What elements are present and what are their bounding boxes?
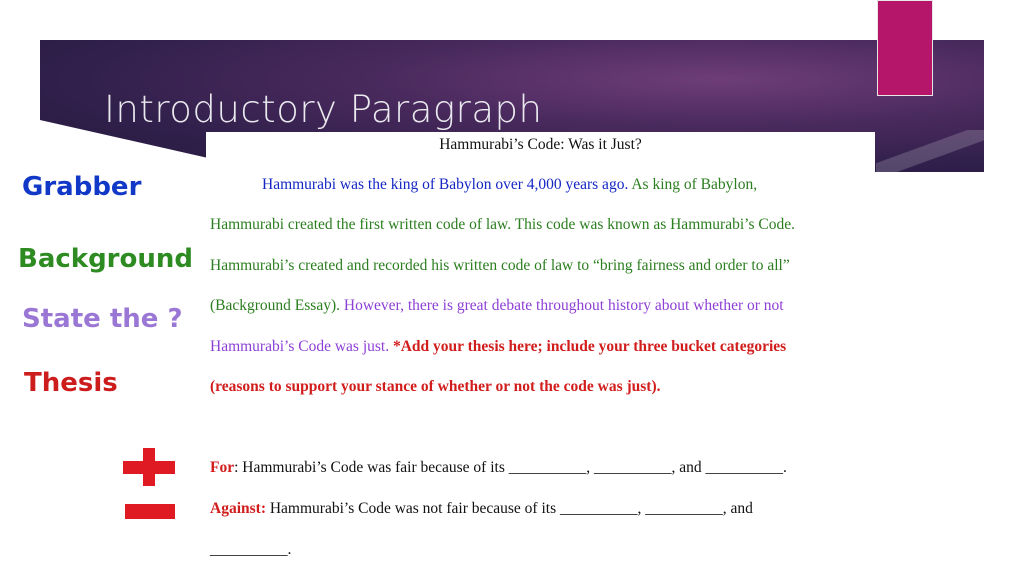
label-thesis: Thesis (24, 368, 118, 398)
doc-line-5 (210, 338, 786, 356)
for-label: For (210, 459, 235, 476)
doc-line-6: (reasons to support your stance of whether or not the code was just). (210, 378, 661, 395)
label-grabber: Grabber (22, 172, 142, 202)
doc-line-1 (262, 176, 757, 194)
against-continuation: __________. (210, 541, 292, 558)
for-line (210, 459, 787, 477)
against-label: Against: (210, 500, 266, 517)
grabber-sentence: Hammurabi was the king of Babylon over 4,000 years ago. (262, 176, 629, 193)
label-state-question: State the ? (22, 304, 183, 334)
doc-line-4 (210, 297, 784, 315)
banner-stripe (876, 130, 986, 172)
for-text: : Hammurabi’s Code was fair because of its __________, __________, and __________. (234, 459, 787, 476)
essay-document (206, 132, 875, 576)
accent-tab (877, 0, 933, 96)
doc-line-2: Hammurabi created the first written code of law. This code was known as Hammurabi’s Code. (210, 216, 795, 233)
thesis-instruction: *Add your thesis here; include your three bucket categories (389, 338, 787, 355)
minus-icon (125, 504, 175, 519)
question-end: Hammurabi’s Code was just. (210, 338, 390, 355)
slide-title: Introductory Paragraph (104, 88, 543, 131)
document-title: Hammurabi’s Code: Was it Just? (439, 136, 642, 153)
against-line (210, 500, 753, 518)
background-end: (Background Essay). (210, 297, 340, 314)
plus-icon-bar-vertical (143, 448, 155, 486)
doc-line-3: Hammurabi’s created and recorded his written code of law to “bring fairness and order to all” (210, 257, 790, 274)
against-text: Hammurabi’s Code was not fair because of its __________, __________, and (265, 500, 753, 517)
background-start: As king of Babylon, (628, 176, 758, 193)
label-background: Background (18, 244, 193, 274)
question-start: However, there is great debate throughout history about whether or not (340, 297, 784, 314)
